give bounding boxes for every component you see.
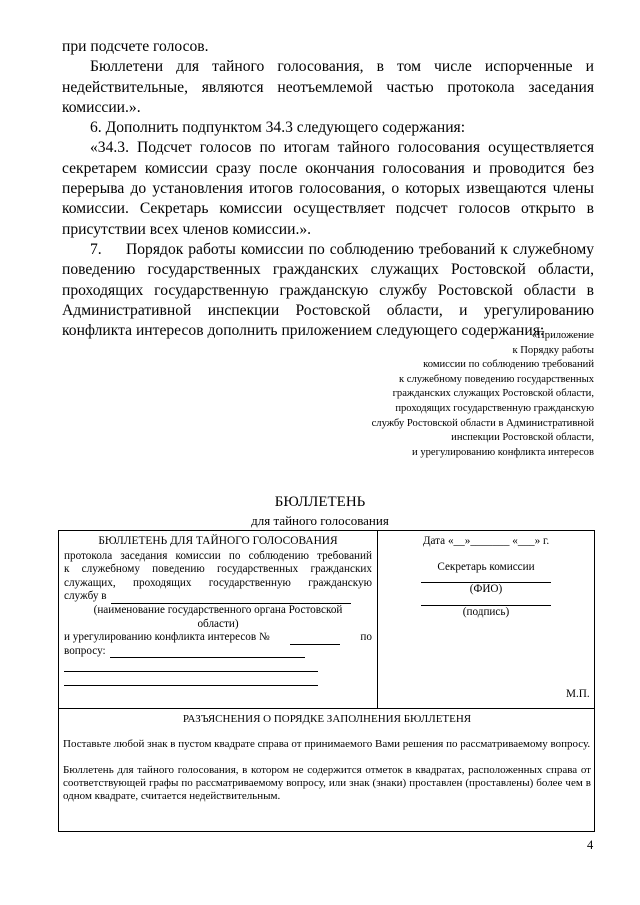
ballot-left-cell bbox=[64, 535, 372, 686]
paragraph-2: Бюллетени для тайного голосования, в том числе испорченные и недействительные, являются неотъемлемой частью протокола заседания комиссии.». bbox=[62, 58, 594, 116]
ballot-caption: области) bbox=[197, 617, 239, 630]
number-blank-line bbox=[290, 633, 340, 645]
ballot-text-line: и урегулированию конфликта интересов № bbox=[64, 631, 270, 644]
secretary-label: Секретарь комиссии bbox=[437, 560, 535, 573]
ballot-text-line: протокола заседания комиссии по соблюдению требований bbox=[64, 549, 372, 562]
appendix-heading bbox=[294, 329, 594, 460]
ballot-number-row bbox=[64, 631, 372, 645]
ballot-text-line: вопросу: bbox=[64, 644, 106, 657]
paragraph-5-number: 7. bbox=[90, 240, 102, 258]
appendix-line: проходящих государственную гражданскую bbox=[395, 402, 594, 414]
appendix-line: и урегулированию конфликта интересов bbox=[412, 446, 594, 458]
ballot-row-divider bbox=[58, 708, 595, 709]
appendix-line: к Порядку работы bbox=[512, 344, 594, 356]
ballot-explanation bbox=[63, 713, 591, 815]
ballot-text-line: к служебному поведению государственных гражданских bbox=[64, 563, 372, 576]
question-blank-line bbox=[64, 672, 318, 686]
signature-caption: (подпись) bbox=[462, 605, 510, 618]
appendix-line: инспекции Ростовской области, bbox=[451, 432, 594, 444]
ballot-text-line: по bbox=[360, 631, 372, 644]
ballot-caption: (наименование государственного органа Ростовской bbox=[93, 603, 343, 616]
ballot-organ-row bbox=[64, 590, 372, 604]
ballot-question-row bbox=[64, 645, 372, 659]
explanation-header: РАЗЪЯСНЕНИЯ О ПОРЯДКЕ ЗАПОЛНЕНИЯ БЮЛЛЕТЕНЯ bbox=[182, 713, 472, 725]
ballot-date: Дата «__»_______ «___» г. bbox=[422, 535, 550, 547]
appendix-line: «Приложение bbox=[531, 330, 594, 341]
paragraph-5 bbox=[62, 240, 594, 341]
appendix-line: к служебному поведению государственных bbox=[398, 373, 594, 385]
question-blank-line bbox=[110, 646, 305, 658]
ballot-title: БЮЛЛЕТЕНЬ bbox=[274, 494, 366, 510]
appendix-line: службу Ростовской области в Административной bbox=[371, 417, 594, 429]
seal-placeholder: М.П. bbox=[566, 688, 590, 700]
ballot-subtitle: для тайного голосования bbox=[251, 513, 389, 528]
ballot-text-line: службу в bbox=[64, 590, 107, 603]
explanation-paragraph: Бюллетень для тайного голосования, в котором не содержится отметок в квадратах, расположенных справа от соответствующей графы по рассматриваемому вопросу, или знак (знаки) проставлен (проставлены) более чем в одном квадрате, считается недействительным. bbox=[63, 763, 591, 803]
ballot-right-cell bbox=[378, 535, 594, 619]
appendix-line: комиссии по соблюдению требований bbox=[423, 359, 594, 371]
fio-caption: (ФИО) bbox=[469, 583, 503, 596]
appendix-line: гражданских служащих Ростовской области, bbox=[392, 388, 594, 400]
paragraph-5-text: Порядок работы комиссии по соблюдению требований к служебному поведению государственных гражданских служащих Ростовской области, проходящих государственную гражданскую службу Ростовской области в Административной инспекции Ростовской области, и урегулированию конфликта интересов дополнить приложением следующего содержания: bbox=[62, 240, 594, 340]
fio-blank-line bbox=[421, 574, 551, 583]
paragraph-3: 6. Дополнить подпунктом 34.3 следующего содержания: bbox=[90, 119, 466, 137]
body-text bbox=[62, 37, 594, 341]
signature-blank-line bbox=[421, 597, 551, 606]
paragraph-1: при подсчете голосов. bbox=[62, 38, 209, 55]
paragraph-4: «34.3. Подсчет голосов по итогам тайного голосования осуществляется секретарем комиссии сразу после окончания голосования и проводится без перерыва до установления итогов голосования, о которых извещаются члены комиссии. Секретарь комиссии осуществляет подсчет голосов открыто в присутствии всех членов комиссии.». bbox=[62, 139, 594, 238]
question-blank-line bbox=[64, 658, 318, 672]
explanation-paragraph: Поставьте любой знак в пустом квадрате справа от принимаемого Вами решения по рассматриваемому вопросу. bbox=[63, 738, 591, 751]
ballot-cell-header: БЮЛЛЕТЕНЬ ДЛЯ ТАЙНОГО ГОЛОСОВАНИЯ bbox=[98, 535, 338, 547]
ballot-text-line: служащих, проходящих государственную гражданскую bbox=[64, 576, 372, 589]
organ-blank-line bbox=[111, 592, 351, 604]
page-number: 4 bbox=[587, 838, 594, 852]
